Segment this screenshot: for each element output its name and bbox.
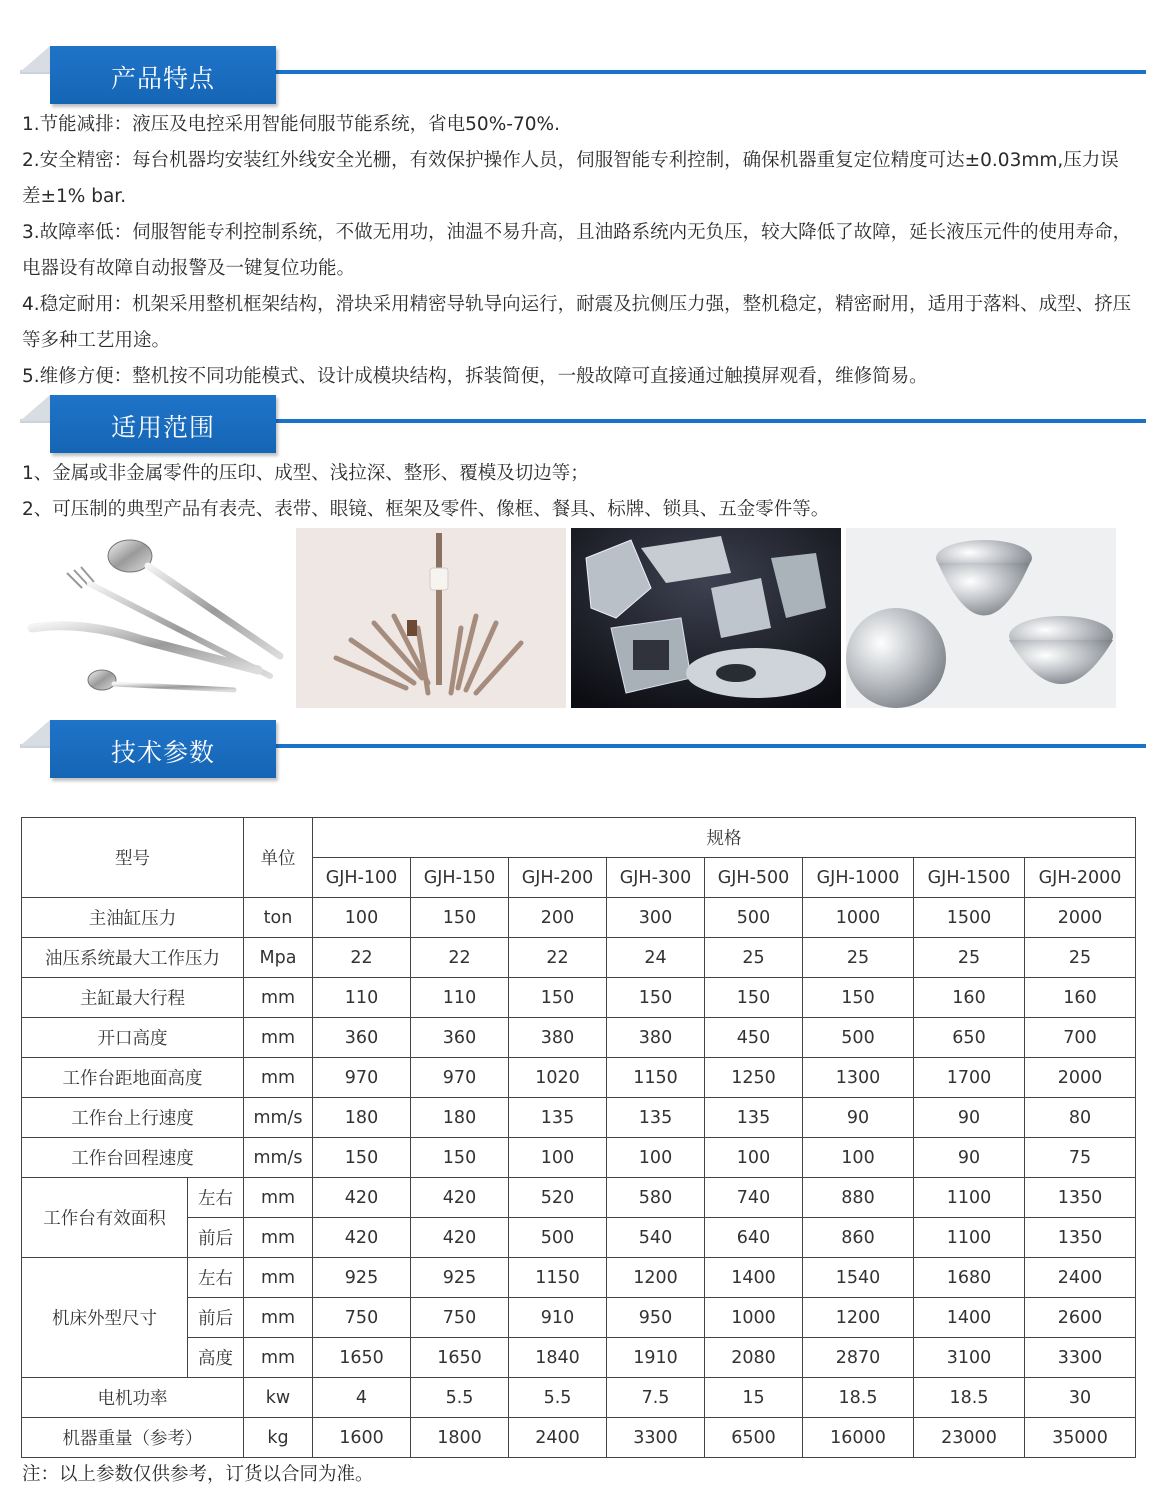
value-cell: 1000: [705, 1298, 803, 1338]
model-cell: GJH-1000: [803, 858, 914, 898]
value-cell: 700: [1025, 1018, 1136, 1058]
value-cell: 500: [803, 1018, 914, 1058]
feature-item: 4.稳定耐用：机架采用整机框架结构，滑块采用精密导轨导向运行，耐震及抗侧压力强，整机稳定，精密耐用，适用于落料、成型、挤压等多种工艺用途。: [22, 294, 1132, 351]
value-cell: 1910: [607, 1338, 705, 1378]
value-cell: 150: [411, 1138, 509, 1178]
value-cell: 540: [607, 1218, 705, 1258]
model-cell: GJH-200: [509, 858, 607, 898]
model-cell: GJH-150: [411, 858, 509, 898]
table-row: [22, 898, 1136, 938]
table-row: [22, 1058, 1136, 1098]
value-cell: 18.5: [914, 1378, 1025, 1418]
value-cell: 75: [1025, 1138, 1136, 1178]
model-cell: GJH-2000: [1025, 858, 1136, 898]
header-tab: [50, 395, 276, 453]
value-cell: 2600: [1025, 1298, 1136, 1338]
header-corner: [20, 720, 50, 746]
value-cell: 1800: [411, 1418, 509, 1458]
row-unit: ton: [244, 898, 313, 938]
value-cell: 1150: [607, 1058, 705, 1098]
row-unit: mm: [244, 978, 313, 1018]
value-cell: 7.5: [607, 1378, 705, 1418]
value-cell: 30: [1025, 1378, 1136, 1418]
table-header-row: [22, 818, 1136, 858]
value-cell: 1350: [1025, 1218, 1136, 1258]
value-cell: 1400: [914, 1298, 1025, 1338]
value-cell: 5.5: [411, 1378, 509, 1418]
value-cell: 160: [914, 978, 1025, 1018]
value-cell: 2080: [705, 1338, 803, 1378]
value-cell: 925: [411, 1258, 509, 1298]
header-tab: [50, 46, 276, 104]
table-row: [22, 1338, 1136, 1378]
section-title-scope: 适用范围: [110, 413, 215, 442]
value-cell: 1400: [705, 1258, 803, 1298]
row-label: 机器重量（参考）: [22, 1418, 244, 1458]
scope-list: [22, 456, 1137, 528]
value-cell: 160: [1025, 978, 1136, 1018]
value-cell: 500: [509, 1218, 607, 1258]
row-label: 电机功率: [22, 1378, 244, 1418]
value-cell: 25: [914, 938, 1025, 978]
header-corner: [20, 46, 50, 72]
table-row: [22, 938, 1136, 978]
header-model: 型号: [22, 818, 244, 898]
section-title-features: 产品特点: [110, 64, 215, 93]
row-unit: kw: [244, 1378, 313, 1418]
value-cell: 1200: [803, 1298, 914, 1338]
row-sublabel: 左右: [188, 1258, 244, 1298]
value-cell: 450: [705, 1018, 803, 1058]
table-row: [22, 1178, 1136, 1218]
value-cell: 1100: [914, 1178, 1025, 1218]
value-cell: 100: [705, 1138, 803, 1178]
value-cell: 22: [509, 938, 607, 978]
value-cell: 1100: [914, 1218, 1025, 1258]
value-cell: 24: [607, 938, 705, 978]
value-cell: 1700: [914, 1058, 1025, 1098]
row-unit: mm: [244, 1058, 313, 1098]
sheet-metal-parts-photo-icon: [571, 528, 841, 708]
row-label: 开口高度: [22, 1018, 244, 1058]
value-cell: 6500: [705, 1418, 803, 1458]
table-row: [22, 1258, 1136, 1298]
scope-item: 2、可压制的典型产品有表壳、表带、眼镜、框架及零件、像框、餐具、标牌、锁具、五金零件等。: [22, 499, 830, 520]
value-cell: 150: [313, 1138, 411, 1178]
row-label: 工作台回程速度: [22, 1138, 244, 1178]
table-row: [22, 1098, 1136, 1138]
value-cell: 4: [313, 1378, 411, 1418]
value-cell: 1250: [705, 1058, 803, 1098]
value-cell: 100: [803, 1138, 914, 1178]
row-unit: mm: [244, 1178, 313, 1218]
header-unit: 单位: [244, 818, 313, 898]
value-cell: 3100: [914, 1338, 1025, 1378]
steel-bowls-photo-icon: [846, 528, 1116, 708]
row-unit: mm/s: [244, 1138, 313, 1178]
value-cell: 25: [803, 938, 914, 978]
value-cell: 640: [705, 1218, 803, 1258]
value-cell: 90: [803, 1098, 914, 1138]
row-sublabel: 左右: [188, 1178, 244, 1218]
value-cell: 150: [705, 978, 803, 1018]
value-cell: 950: [607, 1298, 705, 1338]
row-label: 主缸最大行程: [22, 978, 244, 1018]
value-cell: 860: [803, 1218, 914, 1258]
value-cell: 1300: [803, 1058, 914, 1098]
value-cell: 1350: [1025, 1178, 1136, 1218]
header-corner: [20, 395, 50, 421]
row-label: 主油缸压力: [22, 898, 244, 938]
value-cell: 1200: [607, 1258, 705, 1298]
value-cell: 110: [313, 978, 411, 1018]
value-cell: 150: [607, 978, 705, 1018]
model-cell: GJH-100: [313, 858, 411, 898]
value-cell: 100: [313, 898, 411, 938]
value-cell: 2400: [509, 1418, 607, 1458]
header-tab: [50, 720, 276, 778]
value-cell: 970: [411, 1058, 509, 1098]
value-cell: 200: [509, 898, 607, 938]
row-label: 工作台上行速度: [22, 1098, 244, 1138]
value-cell: 135: [607, 1098, 705, 1138]
value-cell: 1650: [313, 1338, 411, 1378]
value-cell: 150: [509, 978, 607, 1018]
value-cell: 2000: [1025, 1058, 1136, 1098]
value-cell: 925: [313, 1258, 411, 1298]
table-row: [22, 1418, 1136, 1458]
row-label: 机床外型尺寸: [22, 1258, 188, 1378]
value-cell: 1150: [509, 1258, 607, 1298]
row-unit: mm: [244, 1018, 313, 1058]
value-cell: 15: [705, 1378, 803, 1418]
model-cell: GJH-1500: [914, 858, 1025, 898]
value-cell: 1020: [509, 1058, 607, 1098]
value-cell: 360: [313, 1018, 411, 1058]
value-cell: 1500: [914, 898, 1025, 938]
section-title-specs: 技术参数: [110, 738, 215, 767]
value-cell: 16000: [803, 1418, 914, 1458]
value-cell: 22: [313, 938, 411, 978]
value-cell: 970: [313, 1058, 411, 1098]
table-row: [22, 1138, 1136, 1178]
value-cell: 1000: [803, 898, 914, 938]
row-sublabel: 前后: [188, 1218, 244, 1258]
value-cell: 135: [705, 1098, 803, 1138]
row-unit: kg: [244, 1418, 313, 1458]
value-cell: 150: [803, 978, 914, 1018]
row-unit: mm: [244, 1298, 313, 1338]
row-sublabel: 前后: [188, 1298, 244, 1338]
value-cell: 22: [411, 938, 509, 978]
section-header-specs: [20, 720, 1146, 782]
value-cell: 3300: [607, 1418, 705, 1458]
row-unit: mm/s: [244, 1098, 313, 1138]
value-cell: 650: [914, 1018, 1025, 1058]
table-row: [22, 1378, 1136, 1418]
value-cell: 80: [1025, 1098, 1136, 1138]
value-cell: 420: [313, 1178, 411, 1218]
value-cell: 25: [705, 938, 803, 978]
feature-item: 2.安全精密：每台机器均安装红外线安全光栅，有效保护操作人员，伺服智能专利控制，确保机器重复定位精度可达±0.03mm,压力误差±1% bar.: [22, 150, 1119, 207]
value-cell: 90: [914, 1138, 1025, 1178]
value-cell: 740: [705, 1178, 803, 1218]
row-unit: mm: [244, 1258, 313, 1298]
section-header-scope: [20, 395, 1146, 457]
model-cell: GJH-300: [607, 858, 705, 898]
value-cell: 2870: [803, 1338, 914, 1378]
value-cell: 1650: [411, 1338, 509, 1378]
value-cell: 300: [607, 898, 705, 938]
row-sublabel: 高度: [188, 1338, 244, 1378]
value-cell: 18.5: [803, 1378, 914, 1418]
value-cell: 380: [509, 1018, 607, 1058]
value-cell: 360: [411, 1018, 509, 1058]
value-cell: 2000: [1025, 898, 1136, 938]
value-cell: 3300: [1025, 1338, 1136, 1378]
section-header-features: [20, 46, 1146, 108]
row-label: 工作台距地面高度: [22, 1058, 244, 1098]
value-cell: 580: [607, 1178, 705, 1218]
value-cell: 750: [313, 1298, 411, 1338]
table-row: [22, 1018, 1136, 1058]
value-cell: 1600: [313, 1418, 411, 1458]
header-spec: 规格: [313, 818, 1136, 858]
value-cell: 500: [705, 898, 803, 938]
table-row: [22, 1218, 1136, 1258]
tableware-photo-icon: [22, 528, 292, 708]
value-cell: 1540: [803, 1258, 914, 1298]
value-cell: 520: [509, 1178, 607, 1218]
feature-item: 3.故障率低：伺服智能专利控制系统，不做无用功，油温不易升高，且油路系统内无负压，较大降低了故障，延长液压元件的使用寿命，电器设有故障自动报警及一键复位功能。: [22, 222, 1132, 279]
value-cell: 180: [411, 1098, 509, 1138]
row-unit: mm: [244, 1338, 313, 1378]
row-label: 工作台有效面积: [22, 1178, 188, 1258]
value-cell: 2400: [1025, 1258, 1136, 1298]
pins-photo-icon: [296, 528, 566, 708]
table-row: [22, 1298, 1136, 1338]
feature-item: 1.节能减排：液压及电控采用智能伺服节能系统，省电50%-70%.: [22, 114, 560, 135]
value-cell: 100: [607, 1138, 705, 1178]
value-cell: 25: [1025, 938, 1136, 978]
value-cell: 5.5: [509, 1378, 607, 1418]
row-label: 油压系统最大工作压力: [22, 938, 244, 978]
value-cell: 420: [313, 1218, 411, 1258]
value-cell: 110: [411, 978, 509, 1018]
value-cell: 1840: [509, 1338, 607, 1378]
model-cell: GJH-500: [705, 858, 803, 898]
value-cell: 750: [411, 1298, 509, 1338]
spec-table: [21, 817, 1136, 1458]
value-cell: 100: [509, 1138, 607, 1178]
value-cell: 23000: [914, 1418, 1025, 1458]
row-unit: Mpa: [244, 938, 313, 978]
value-cell: 135: [509, 1098, 607, 1138]
value-cell: 420: [411, 1218, 509, 1258]
value-cell: 1680: [914, 1258, 1025, 1298]
row-unit: mm: [244, 1218, 313, 1258]
value-cell: 380: [607, 1018, 705, 1058]
value-cell: 910: [509, 1298, 607, 1338]
footnote: 注：以上参数仅供参考，订货以合同为准。: [22, 1464, 374, 1485]
value-cell: 35000: [1025, 1418, 1136, 1458]
scope-item: 1、金属或非金属零件的压印、成型、浅拉深、整形、覆模及切边等；: [22, 463, 589, 484]
table-row: [22, 978, 1136, 1018]
features-list: [22, 107, 1137, 395]
value-cell: 90: [914, 1098, 1025, 1138]
value-cell: 880: [803, 1178, 914, 1218]
feature-item: 5.维修方便：整机按不同功能模式、设计成模块结构，拆装简便，一般故障可直接通过触摸屏观看，维修简易。: [22, 366, 928, 387]
value-cell: 180: [313, 1098, 411, 1138]
value-cell: 150: [411, 898, 509, 938]
value-cell: 420: [411, 1178, 509, 1218]
